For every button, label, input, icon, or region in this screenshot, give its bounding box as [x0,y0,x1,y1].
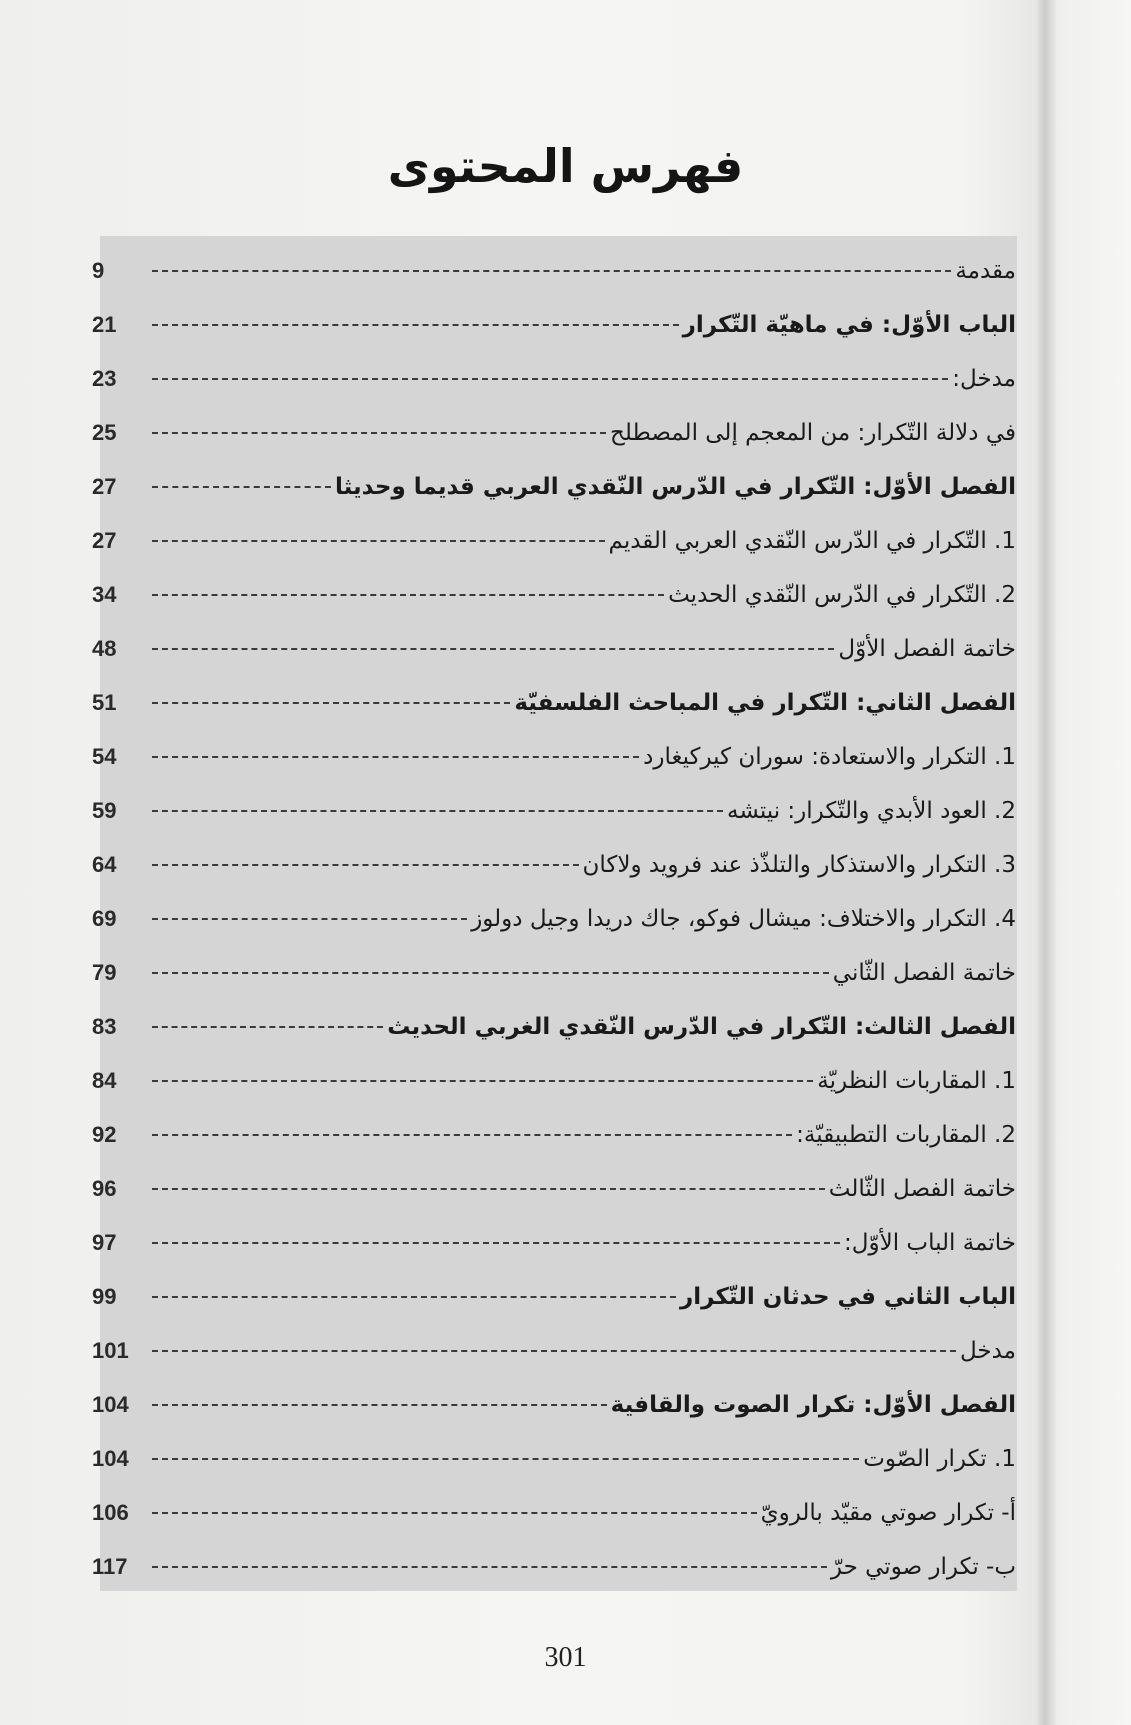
page-title: فهرس المحتوى [387,138,744,193]
toc-entry [88,946,1020,1000]
dotted-leader [152,486,331,488]
toc-entry-label: 2. العود الأبدي والتّكرار: نيتشه [726,798,1016,824]
dotted-leader [152,918,467,920]
toc-entry-label: مدخل [959,1338,1016,1364]
dotted-leader [152,1080,813,1082]
dotted-leader [152,702,510,704]
toc-entry-label: الفصل الأوّل: تكرار الصوت والقافية [610,1392,1016,1418]
toc-page-number: 51 [92,690,117,715]
toc-page-number: 101 [92,1338,129,1363]
toc-entry-label: الفصل الثاني: التّكرار في المباحث الفلسفيّة [514,690,1016,716]
dotted-leader [152,972,829,974]
toc-entry-label: 2. التّكرار في الدّرس النّقدي الحديث [668,582,1016,608]
dotted-leader [152,1566,827,1568]
toc-entry [88,1216,1020,1270]
toc-page-number: 9 [92,258,105,283]
toc-entry [88,1486,1020,1540]
toc-page-number: 96 [92,1176,117,1201]
toc-page-number: 117 [92,1554,128,1579]
dotted-leader [152,1242,840,1244]
dotted-leader [152,378,948,380]
toc-entry-label: الفصل الأوّل: التّكرار في الدّرس النّقدي العربي قديما وحديثا [334,474,1016,500]
dotted-leader [152,810,723,812]
toc-page-number: 97 [92,1230,117,1255]
dotted-leader [152,1188,825,1190]
toc-entry-label: مدخل: [952,366,1016,392]
toc-page-number: 99 [92,1284,117,1309]
dotted-leader [152,648,834,650]
table-of-contents [88,244,1020,1594]
toc-entry-label: خاتمة الفصل الأوّل [838,636,1016,662]
toc-entry [88,730,1020,784]
dotted-leader [152,1458,859,1460]
toc-entry-label: 1. التّكرار في الدّرس النّقدي العربي القديم [608,528,1016,554]
toc-entry [88,676,1020,730]
toc-entry-label: 1. التكرار والاستعادة: سوران كيركيغارد [643,744,1016,770]
toc-entry-label: خاتمة الباب الأوّل: [844,1230,1016,1256]
toc-page-number: 25 [92,420,117,445]
toc-entry-label: 3. التكرار والاستذكار والتلذّذ عند فرويد ولاكان [582,852,1016,878]
toc-entry-label: مقدمة [955,258,1016,284]
toc-entry [88,1540,1020,1594]
toc-entry [88,1108,1020,1162]
toc-entry [88,244,1020,298]
dotted-leader [152,270,951,272]
toc-page-number: 64 [92,852,117,877]
toc-page-number: 79 [92,960,117,985]
toc-page-number: 34 [92,582,117,607]
toc-entry-label: أ- تكرار صوتي مقيّد بالرويّ [760,1500,1016,1526]
toc-page-number: 69 [92,906,117,931]
toc-entry [88,1270,1020,1324]
toc-page-number: 27 [92,528,117,553]
toc-page-number: 48 [92,636,117,661]
dotted-leader [152,540,605,542]
toc-entry-label: في دلالة التّكرار: من المعجم إلى المصطلح [609,420,1016,446]
dotted-leader [152,1404,607,1406]
dotted-leader [152,1026,383,1028]
dotted-leader [152,864,579,866]
toc-page-number: 27 [92,474,117,499]
toc-entry [88,1162,1020,1216]
toc-page-number: 59 [92,798,117,823]
toc-entry-label: 1. المقاربات النظريّة [817,1068,1016,1094]
toc-page-number: 104 [92,1392,129,1417]
toc-page-number: 104 [92,1446,129,1471]
dotted-leader [152,1296,676,1298]
toc-entry [88,622,1020,676]
toc-entry-label: 2. المقاربات التطبيقيّة: [796,1122,1016,1148]
toc-entry [88,1432,1020,1486]
toc-page-number: 21 [92,312,117,337]
toc-entry [88,892,1020,946]
dotted-leader [152,324,679,326]
toc-entry [88,406,1020,460]
page-number: 301 [544,1642,587,1673]
dotted-leader [152,594,664,596]
toc-page-number: 23 [92,366,117,391]
toc-entry [88,1054,1020,1108]
toc-page-number: 92 [92,1122,117,1147]
toc-entry-label: خاتمة الفصل الثّاني [832,960,1016,986]
toc-entry [88,784,1020,838]
toc-entry [88,460,1020,514]
toc-page-number: 54 [92,744,117,769]
toc-entry-label: خاتمة الفصل الثّالث [828,1176,1016,1202]
toc-page-number: 84 [92,1068,117,1093]
toc-entry-label: 4. التكرار والاختلاف: ميشال فوكو، جاك دريدا وجيل دولوز [471,906,1016,932]
toc-page-number: 83 [92,1014,117,1039]
toc-page-number: 106 [92,1500,129,1525]
dotted-leader [152,432,606,434]
dotted-leader [152,1512,757,1514]
dotted-leader [152,756,639,758]
toc-entry [88,352,1020,406]
toc-entry [88,1000,1020,1054]
toc-entry [88,1378,1020,1432]
toc-entry-label: ب- تكرار صوتي حرّ [830,1554,1016,1580]
toc-entry [88,838,1020,892]
dotted-leader [152,1350,956,1352]
toc-entry-label: الباب الثاني في حدثان التّكرار [680,1284,1016,1310]
toc-entry-label: الباب الأوّل: في ماهيّة التّكرار [682,312,1016,338]
toc-entry-label: 1. تكرار الصّوت [863,1446,1016,1472]
page-spine-shadow [1036,0,1056,1725]
toc-entry-label: الفصل الثالث: التّكرار في الدّرس النّقدي الغربي الحديث [387,1014,1016,1040]
toc-entry [88,1324,1020,1378]
toc-entry [88,514,1020,568]
dotted-leader [152,1134,792,1136]
toc-entry [88,298,1020,352]
toc-entry [88,568,1020,622]
